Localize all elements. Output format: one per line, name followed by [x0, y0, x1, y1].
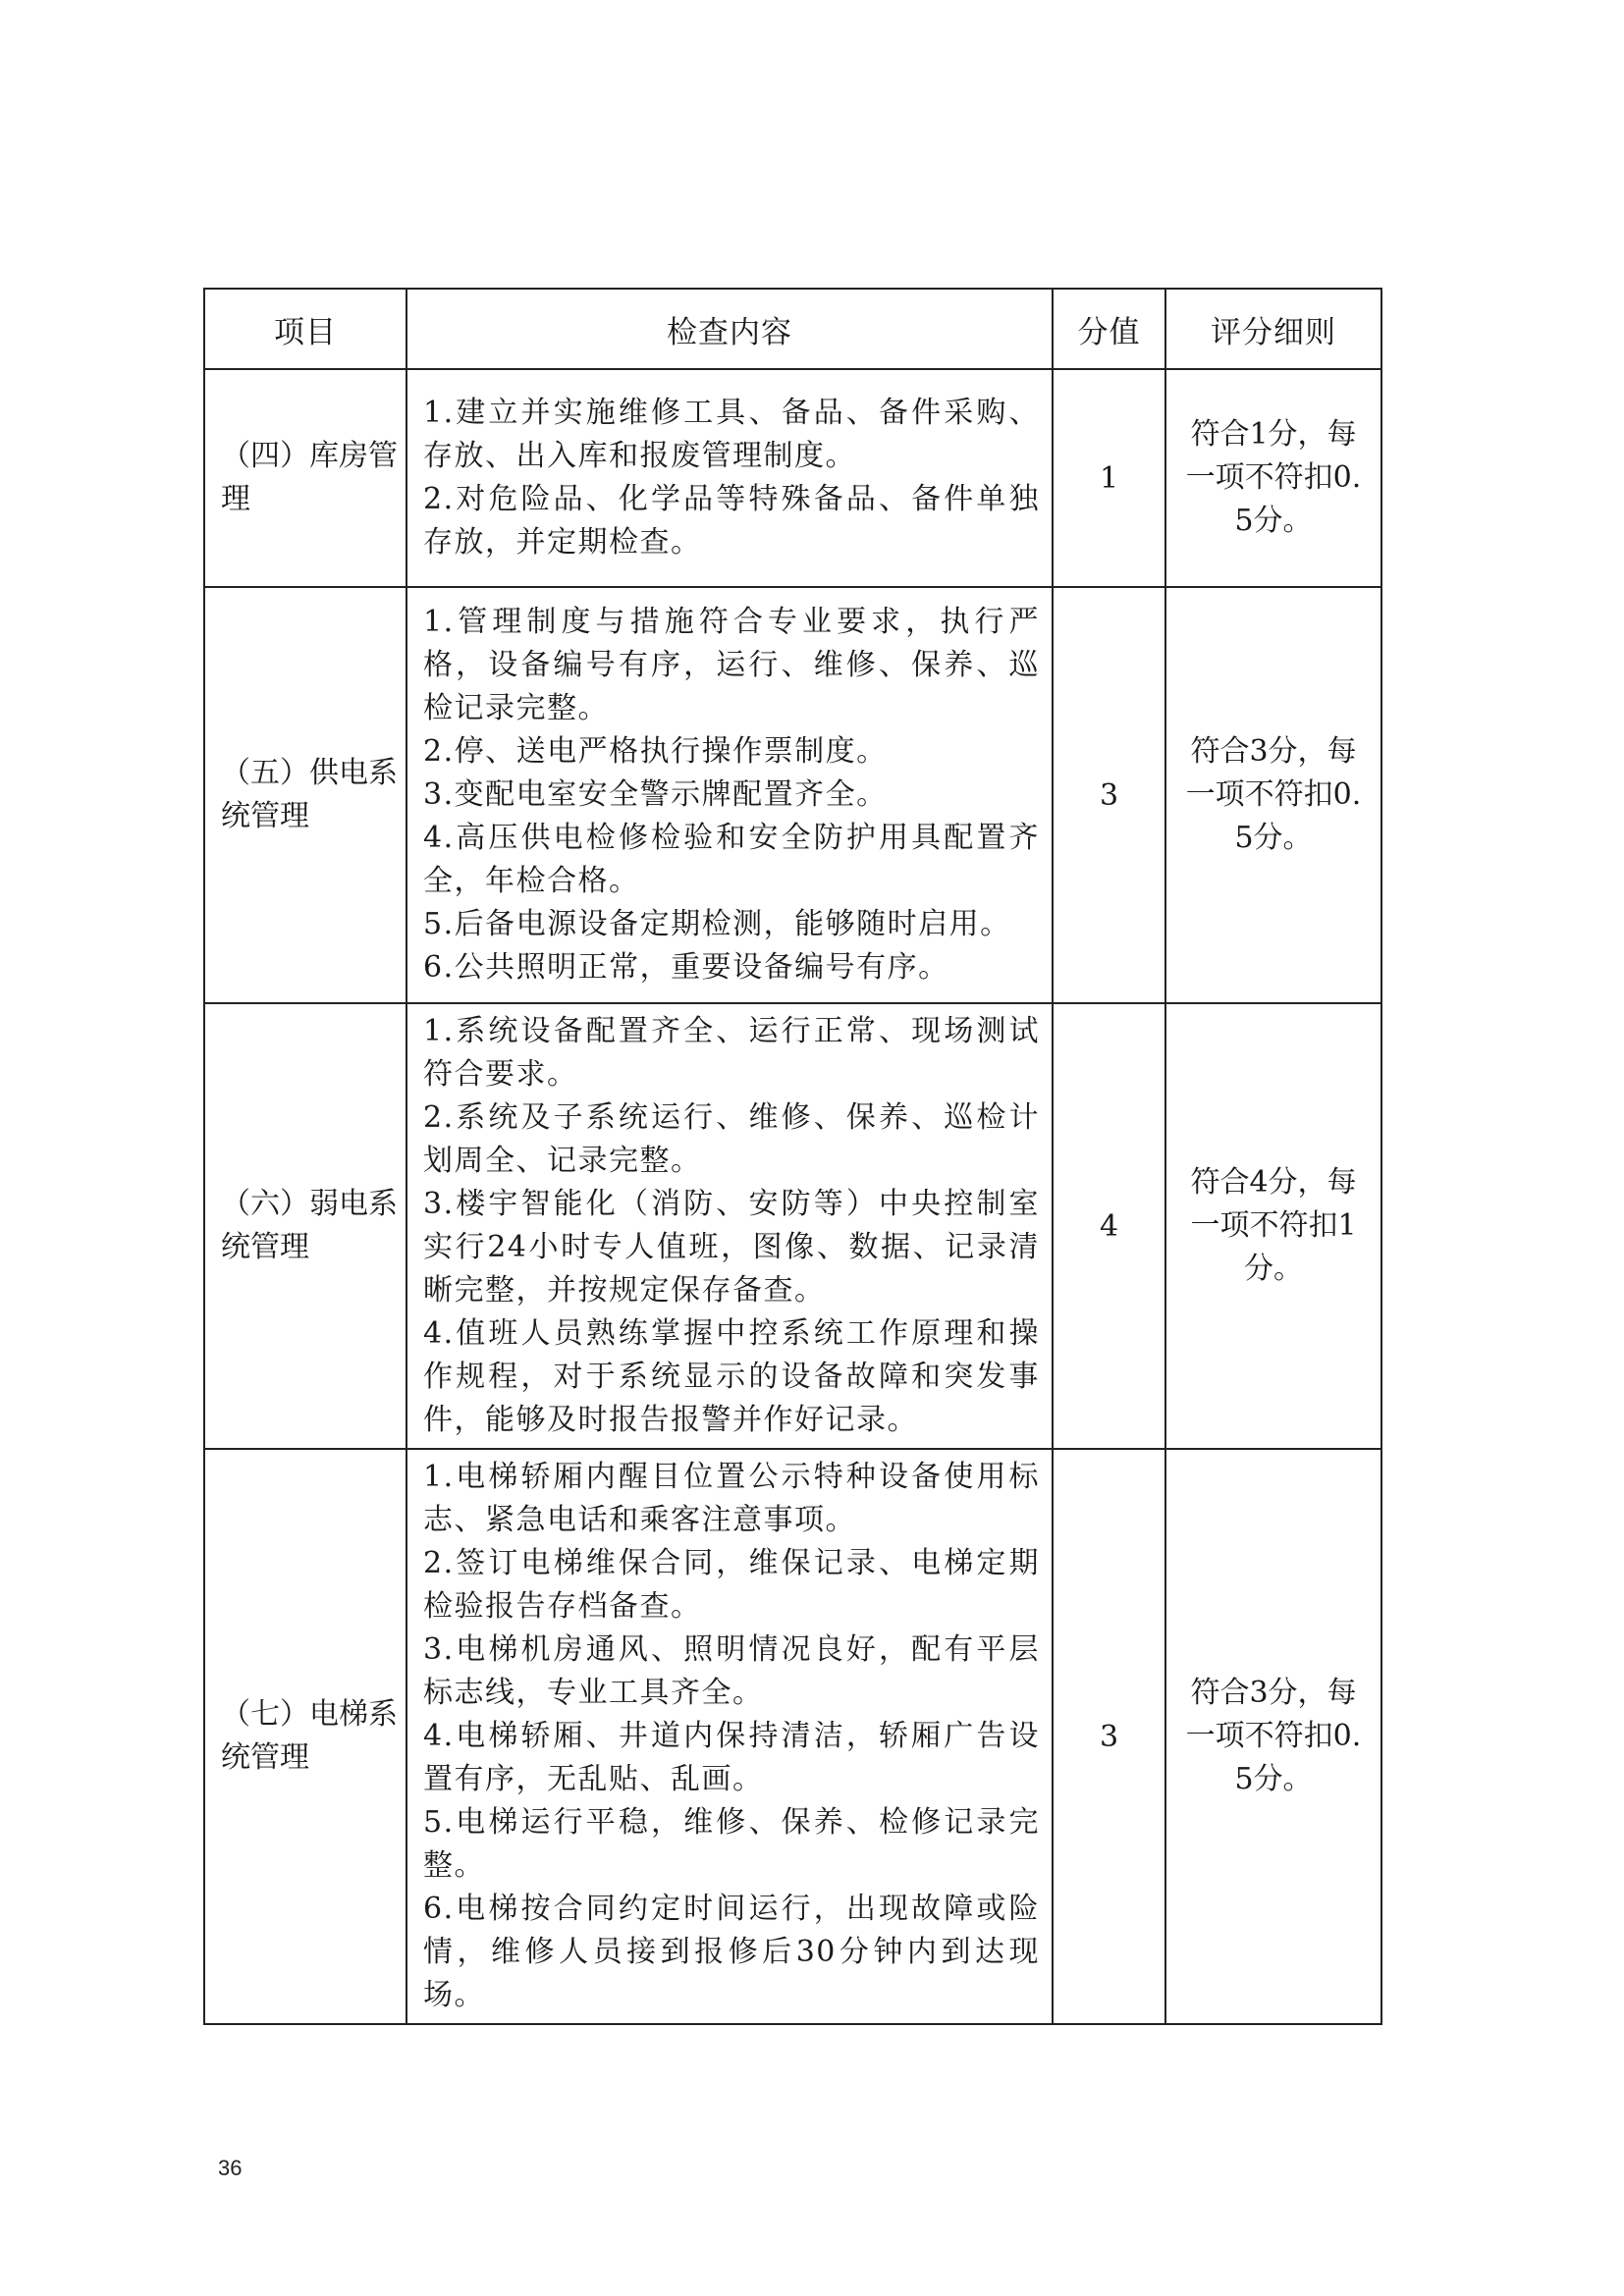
- content-line: 3.变配电室安全警示牌配置齐全。: [423, 777, 888, 812]
- content-cell: [406, 1449, 1053, 2024]
- score-cell: 1: [1053, 369, 1165, 587]
- table-row: [204, 587, 1381, 1003]
- table-row: [204, 1449, 1381, 2024]
- content-line: 1.电梯轿厢内醒目位置公示特种设备使用标志、紧急电话和乘客注意事项。: [423, 1460, 1040, 1537]
- content-line: 6.电梯按合同约定时间运行，出现故障或险情，维修人员接到报修后30分钟内到达现场。: [423, 1892, 1040, 2012]
- content-line: 6.公共照明正常，重要设备编号有序。: [423, 950, 949, 985]
- item-cell: （五）供电系统管理: [204, 587, 406, 1003]
- rule-cell: 符合3分，每一项不符扣0.5分。: [1165, 587, 1381, 1003]
- rule-cell: 符合4分，每一项不符扣1分。: [1165, 1003, 1381, 1449]
- item-cell: （七）电梯系统管理: [204, 1449, 406, 2024]
- rule-cell: 符合1分，每一项不符扣0.5分。: [1165, 369, 1381, 587]
- content-line: 3.电梯机房通风、照明情况良好，配有平层标志线，专业工具齐全。: [423, 1632, 1040, 1710]
- content-line: 4.高压供电检修检验和安全防护用具配置齐全，年检合格。: [423, 821, 1040, 898]
- page-number: 36: [218, 2156, 243, 2180]
- content-line: 2.对危险品、化学品等特殊备品、备件单独存放，并定期检查。: [423, 482, 1040, 560]
- content-cell: [406, 1003, 1053, 1449]
- item-cell: （四）库房管理: [204, 369, 406, 587]
- content-line: 2.系统及子系统运行、维修、保养、巡检计划周全、记录完整。: [423, 1100, 1040, 1178]
- score-cell: 3: [1053, 587, 1165, 1003]
- content-cell: [406, 369, 1053, 587]
- header-rule: 评分细则: [1165, 289, 1381, 369]
- content-line: 2.停、送电严格执行操作票制度。: [423, 734, 888, 769]
- content-line: 2.签订电梯维保合同，维保记录、电梯定期检验报告存档备查。: [423, 1546, 1040, 1624]
- content-line: 5.后备电源设备定期检测，能够随时启用。: [423, 907, 1011, 941]
- table-row: [204, 369, 1381, 587]
- score-cell: 3: [1053, 1449, 1165, 2024]
- content-cell: [406, 587, 1053, 1003]
- rule-cell: 符合3分，每一项不符扣0.5分。: [1165, 1449, 1381, 2024]
- content-line: 4.值班人员熟练掌握中控系统工作原理和操作规程，对于系统显示的设备故障和突发事件，能够及时报告报警并作好记录。: [423, 1316, 1040, 1437]
- content-line: 4.电梯轿厢、井道内保持清洁，轿厢广告设置有序，无乱贴、乱画。: [423, 1719, 1040, 1796]
- content-line: 5.电梯运行平稳，维修、保养、检修记录完整。: [423, 1805, 1040, 1883]
- header-content: 检查内容: [406, 289, 1053, 369]
- inspection-table: [203, 288, 1382, 2025]
- item-cell: （六）弱电系统管理: [204, 1003, 406, 1449]
- content-line: 1.建立并实施维修工具、备品、备件采购、存放、出入库和报废管理制度。: [423, 396, 1040, 473]
- score-cell: 4: [1053, 1003, 1165, 1449]
- table-row: [204, 1003, 1381, 1449]
- table-header-row: [204, 289, 1381, 369]
- header-score: 分值: [1053, 289, 1165, 369]
- content-line: 3.楼宇智能化（消防、安防等）中央控制室实行24小时专人值班，图像、数据、记录清晰完整，并按规定保存备查。: [423, 1187, 1040, 1308]
- content-line: 1.管理制度与措施符合专业要求，执行严格，设备编号有序，运行、维修、保养、巡检记录完整。: [423, 605, 1040, 725]
- content-line: 1.系统设备配置齐全、运行正常、现场测试符合要求。: [423, 1014, 1040, 1092]
- header-item: 项目: [204, 289, 406, 369]
